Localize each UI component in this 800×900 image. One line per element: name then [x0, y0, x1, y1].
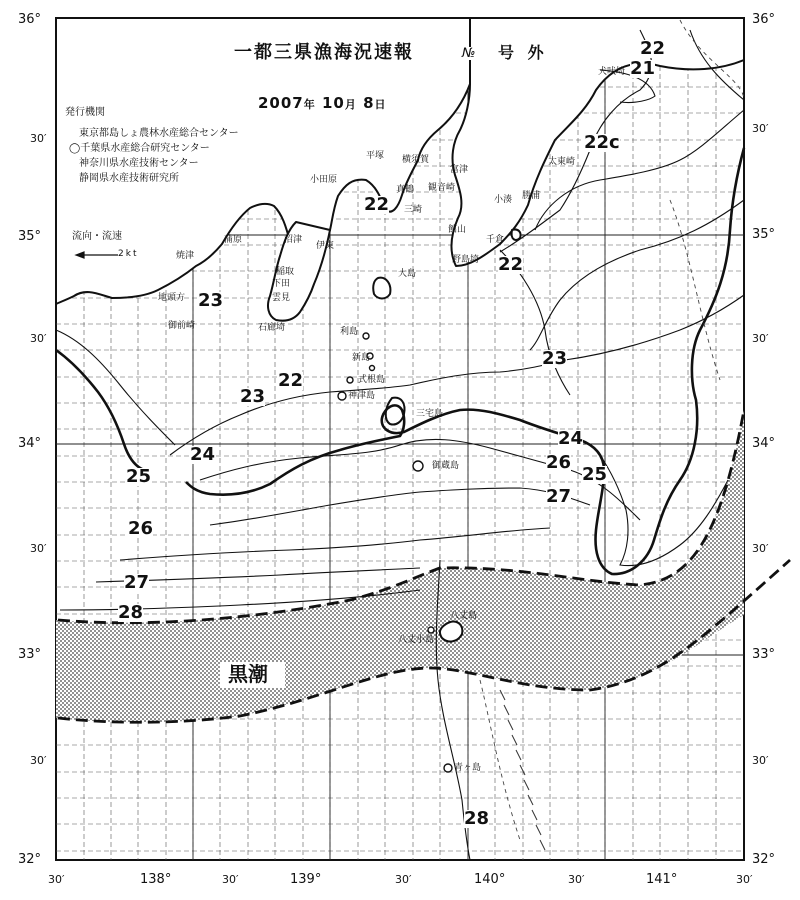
place-name: 三崎 — [404, 205, 423, 215]
place-name: 三宅島 — [416, 409, 444, 419]
lat-label: 35° — [752, 227, 776, 242]
place-name: 平塚 — [366, 151, 385, 161]
publisher-line: ◯千葉県水産総合研究センター — [69, 143, 210, 154]
place-name: 小湊 — [494, 195, 513, 205]
isotherm-label: 24 — [558, 428, 584, 449]
lon-label: 30′ — [48, 873, 65, 886]
place-name: 勝浦 — [522, 191, 541, 201]
isotherm-label: 22c — [584, 132, 620, 153]
kuroshio-band — [56, 410, 744, 722]
issue-number-symbol: № — [462, 46, 476, 61]
issue-date — [258, 94, 387, 112]
lat-label: 34° — [752, 436, 776, 451]
date-year: 2007 — [258, 94, 304, 112]
lat-label: 30′ — [30, 542, 47, 555]
lon-label: 141° — [646, 872, 678, 887]
map-title: 一都三県漁海況速報 — [234, 42, 414, 63]
lat-label: 33° — [18, 647, 42, 662]
place-name: 神津島 — [348, 391, 376, 401]
place-name: 小田原 — [310, 175, 338, 185]
lon-label: 30′ — [736, 873, 753, 886]
kuroshio-label: 黒潮 — [228, 662, 268, 686]
publisher-heading: 発行機関 — [65, 107, 105, 118]
trench-marks — [500, 690, 545, 850]
lat-label: 30′ — [30, 332, 47, 345]
isotherm-label: 22 — [640, 38, 666, 59]
lat-label: 30′ — [752, 332, 769, 345]
isotherm-label: 23 — [198, 290, 224, 311]
publisher-block — [62, 102, 242, 185]
lat-label: 36° — [752, 12, 776, 27]
place-name: 蒲原 — [224, 235, 243, 245]
place-name: 沼津 — [284, 235, 303, 245]
date-month-unit: 月 — [344, 98, 357, 111]
place-name: 大島 — [398, 269, 417, 279]
place-name: 下田 — [272, 279, 291, 289]
place-name: 犬吠埼 — [598, 67, 626, 77]
place-name: 館山 — [448, 225, 467, 235]
lon-label: 140° — [474, 872, 506, 887]
lat-label: 35° — [18, 229, 42, 244]
place-name: 石廊埼 — [258, 323, 286, 333]
publisher-line: 東京都島しょ農林水産総合センター — [79, 128, 239, 139]
place-name: 八丈島 — [450, 611, 478, 621]
isotherm-label: 28 — [118, 602, 144, 623]
isotherm-label: 25 — [582, 464, 608, 485]
isotherm-label: 23 — [542, 348, 568, 369]
place-name: 千倉 — [486, 235, 505, 245]
place-name: 利島 — [340, 327, 359, 337]
isotherm-label: 21 — [630, 58, 656, 79]
place-name: 伊東 — [316, 241, 335, 251]
place-name: 地頭方 — [158, 293, 186, 303]
place-name: 御前崎 — [168, 321, 196, 331]
lat-label: 32° — [18, 852, 42, 867]
date-year-unit: 年 — [303, 98, 316, 111]
isotherm-label: 27 — [546, 486, 572, 507]
lat-label: 30′ — [30, 754, 47, 767]
place-name: 太東崎 — [548, 157, 576, 167]
place-name: 新島 — [352, 353, 371, 363]
isotherm-label: 22 — [364, 194, 390, 215]
place-name: 真鶴 — [396, 185, 415, 195]
place-name: 焼津 — [176, 251, 195, 261]
lon-label: 138° — [140, 872, 172, 887]
isotherm-label: 23 — [240, 386, 266, 407]
place-name: 青ヶ島 — [454, 763, 482, 773]
date-day: 8 — [363, 94, 375, 112]
isotherm-label: 28 — [464, 808, 490, 829]
isotherm-label: 27 — [124, 572, 150, 593]
lat-label: 30′ — [30, 132, 47, 145]
place-name: 御蔵島 — [432, 461, 460, 471]
lat-label: 30′ — [752, 542, 769, 555]
current-legend-speed: 2kt — [118, 249, 139, 259]
place-name: 観音崎 — [428, 183, 456, 193]
lat-label: 30′ — [752, 754, 769, 767]
place-name: 八丈小島 — [398, 635, 435, 645]
lat-label: 30′ — [752, 122, 769, 135]
place-name: 稲取 — [276, 267, 295, 277]
date-day-unit: 日 — [374, 98, 387, 111]
lat-label: 34° — [18, 436, 42, 451]
lon-label: 30′ — [395, 873, 412, 886]
place-name: 富津 — [450, 165, 469, 175]
publisher-line: 神奈川県水産技術センター — [79, 158, 199, 169]
lon-label: 30′ — [568, 873, 585, 886]
issue-suffix: 号 外 — [498, 43, 548, 62]
lat-label: 32° — [752, 852, 776, 867]
lon-label: 30′ — [222, 873, 239, 886]
publisher-line: 静岡県水産技術研究所 — [79, 173, 179, 184]
current-legend-label: 流向・流速 — [72, 231, 122, 242]
isotherm-label: 26 — [128, 518, 154, 539]
place-name: 横須賀 — [402, 155, 430, 165]
lat-label: 36° — [18, 12, 42, 27]
place-name: 野島埼 — [452, 255, 480, 265]
lat-label: 33° — [752, 647, 776, 662]
isotherm-label: 22 — [498, 254, 524, 275]
isotherm-label: 22 — [278, 370, 304, 391]
place-name: 式根島 — [358, 375, 386, 385]
isotherm-label: 24 — [190, 444, 216, 465]
lon-label: 139° — [290, 872, 322, 887]
place-name: 雲見 — [272, 293, 291, 303]
date-month: 10 — [321, 94, 345, 112]
isotherm-label: 25 — [126, 466, 152, 487]
isotherm-label: 26 — [546, 452, 572, 473]
